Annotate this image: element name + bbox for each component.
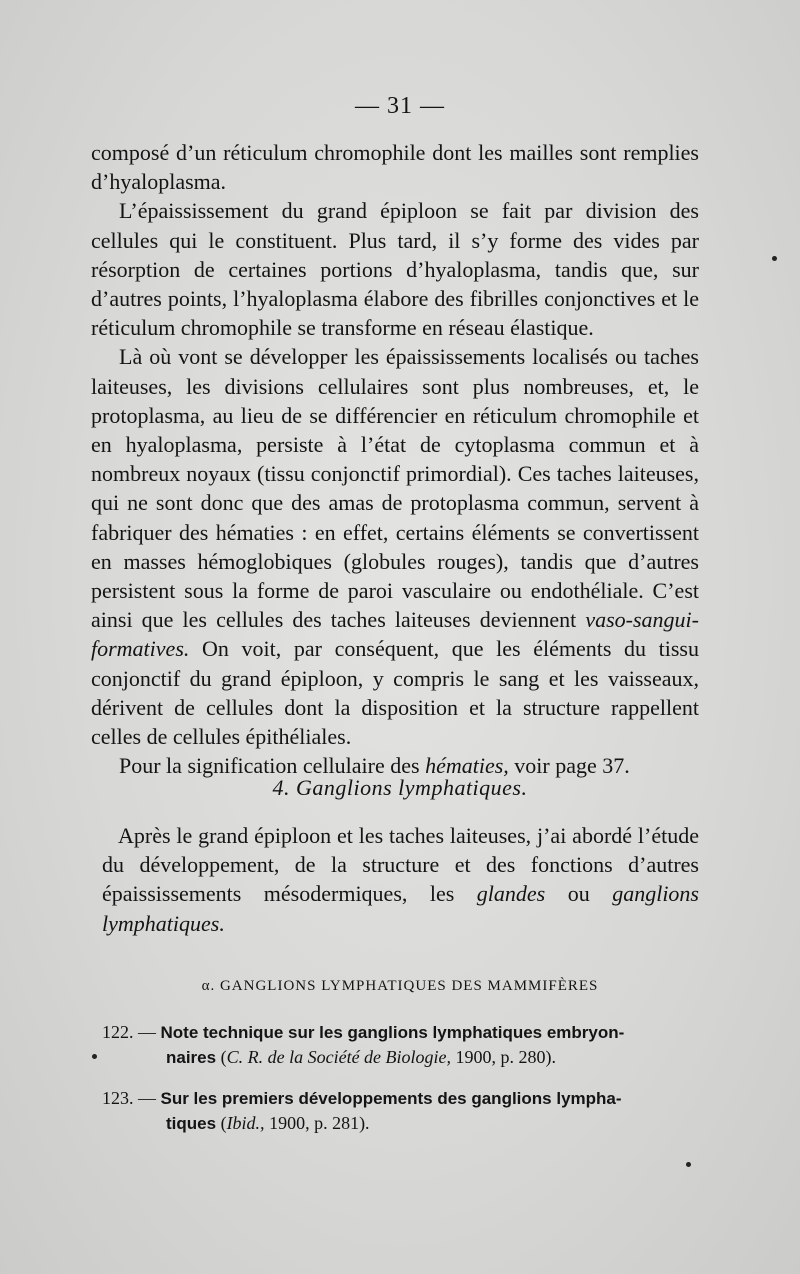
paragraph-4-italic: hématies, bbox=[425, 753, 509, 779]
section-intro-italic-2: ganglions lymphatiques. bbox=[102, 881, 699, 936]
entry-source: Ibid., bbox=[226, 1113, 265, 1133]
bibliography-entry-122 bbox=[102, 1020, 699, 1070]
paragraph-3-text-a: Là où vont se développer les épaississements localisés ou taches laiteuses, les divisions cellulaires sont plus nombreuses, et, le protoplasma, au lieu de se différencier en réticulum chromophile et en hyaloplasma, persiste à l’état de cytoplasma commun et à nombreux noyaux (tissu conjonctif primordial). Ces taches laiteuses, qui ne sont donc que des amas de protoplasma commun, servent à fabriquer des hématies : en effet, certains éléments se convertissent en masses hémoglobiques (globules rouges), tandis que d’autres persistent sous la forme de paroi vasculaire ou endothéliale. C’est ainsi que les cellules des taches laiteuses deviennent bbox=[91, 344, 699, 633]
section-intro bbox=[102, 821, 699, 938]
paragraph-3 bbox=[91, 342, 699, 751]
entry-title-continuation: naires bbox=[166, 1048, 217, 1067]
subsection-heading: α. GANGLIONS LYMPHATIQUES DES MAMMIFÈRES bbox=[201, 978, 599, 994]
paragraph-1: composé d’un réticulum chromophile dont les mailles sont remplies d’hyaloplasma. bbox=[91, 140, 699, 195]
paragraph-3-italic: vaso-sangui-formatives. bbox=[91, 607, 699, 662]
entry-source: C. R. de la Société de Biologie, bbox=[226, 1047, 452, 1067]
entry-number: 123. bbox=[102, 1088, 134, 1108]
entry-dash: — bbox=[133, 1088, 161, 1108]
entry-dash: — bbox=[133, 1022, 161, 1042]
paragraph-4-text-a: Pour la signification cellulaire des bbox=[119, 753, 426, 779]
entry-title-continuation: tiques bbox=[166, 1114, 217, 1133]
bibliography-entry-line-2: tiques (Ibid., 1900, p. 281). bbox=[166, 1113, 370, 1133]
section-intro-italic-1: glandes bbox=[476, 881, 546, 907]
paragraph-4-text-b: voir page 37. bbox=[508, 753, 630, 779]
page-number: — 31 — bbox=[355, 93, 445, 119]
bibliography-entry-line-2: naires (C. R. de la Société de Biologie, 1900, p. 280). bbox=[166, 1047, 557, 1067]
section-intro-text-a: Après le grand épiploon et les taches laiteuses, j’ai abordé l’étude du développement, de la structure et des fonctions d’autres épaississements mésodermiques, les bbox=[102, 823, 699, 907]
section-intro-paragraph bbox=[102, 821, 699, 938]
entry-number: 122. bbox=[102, 1022, 134, 1042]
entry-title: Note technique sur les ganglions lymphatiques embryon- bbox=[160, 1023, 625, 1042]
scan-speck bbox=[92, 1054, 97, 1059]
body-text bbox=[91, 138, 699, 780]
entry-year-pages: 1900, p. 281). bbox=[264, 1113, 370, 1133]
bibliography-entry-line-1 bbox=[102, 1020, 699, 1045]
scan-speck bbox=[772, 256, 777, 261]
entry-year-pages: 1900, p. 280). bbox=[451, 1047, 557, 1067]
entry-title: Sur les premiers développements des ganglions lympha- bbox=[160, 1089, 622, 1108]
paragraph-2: L’épaississement du grand épiploon se fait par division des cellules qui le constituent. Plus tard, il s’y forme des vides par résorption de certaines portions d’hyaloplasma, tandis que, sur d’autres points, l’hyaloplasma élabore des fibrilles conjonctives et le réticulum chromophile se transforme en réseau élastique. bbox=[91, 198, 699, 341]
scan-speck bbox=[686, 1162, 691, 1167]
paragraph-3-text-b: On voit, par conséquent, que les éléments du tissu conjonctif du grand épiploon, y compris le sang et les vaisseaux, dérivent de cellules dont la disposition et la structure rappellent celles de cellules épithéliales. bbox=[91, 636, 699, 750]
bibliography-entry-123 bbox=[102, 1086, 699, 1136]
bibliography-entry-line-1 bbox=[102, 1086, 699, 1111]
section-intro-text-mid: ou bbox=[545, 881, 613, 907]
section-heading: 4. Ganglions lymphatiques. bbox=[272, 775, 528, 800]
